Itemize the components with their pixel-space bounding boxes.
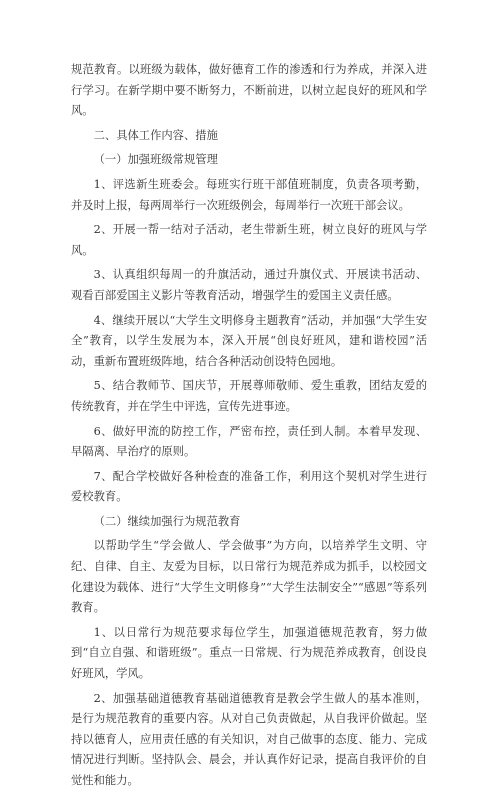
paragraph-intro-continuation: 规范教育。以班级为载体，做好德育工作的渗透和行为养成，并深入进行学习。在新学期中要不断努力，不断前进，以树立起良好的班风和学风。 (71, 63, 427, 118)
list-item-3: 3、认真组织每周一的升旗活动，通过升旗仪式、开展读书活动、观看百部爱国主义影片等教育活动，增强学生的爱国主义责任感。 (71, 268, 427, 302)
subsection-heading-2: （二）继续加强行为规范教育 (93, 514, 241, 528)
section-heading-2: 二、具体工作内容、措施 (93, 128, 218, 142)
list-item-b1: 1、以日常行为规范要求每位学生，加强道德规范教育，努力做到“自立自强、和谐班级”。重点一日常规、行为规范养成教育，创设良好班风，学风。 (71, 625, 427, 681)
list-item-b2: 2、加强基础道德教育基础道德教育是教会学生做人的基本准则，是行为规范教育的重要内容。从对自己负责做起，从自我评价做起。坚持以德育人，应用责任感的有关知识，对自己做事的态度、能力、完成情况进行判断。坚持队会、晨会，并认真作好记录，提高自我评价的自觉性和能力。 (71, 691, 427, 787)
list-item-7: 7、配合学校做好各种检查的准备工作，利用这个契机对学生进行爱校教育。 (71, 469, 427, 504)
list-item-2: 2、开展一帮一结对子活动，老生带新生班，树立良好的班风与学风。 (71, 223, 427, 257)
list-item-5: 5、结合教师节、国庆节，开展尊师敬师、爱生重教，团结友爱的传统教育，并在学生中评选，宣传先进事迹。 (71, 379, 427, 413)
subsection-heading-1: （一）加强班级常规管理 (93, 153, 218, 167)
list-item-4: 4、继续开展以“大学生文明修身主题教育”活动，并加强“大学生安全”教育，以学生发展为本，深入开展“创良好班风，建和谐校园”活动，重新布置班级阵地，结合各种活动创设特色园地。 (71, 313, 427, 368)
document-body (71, 60, 427, 792)
paragraph-behavior-intro: 以帮助学生“学会做人、学会做事”为方向，以培养学生文明、守纪、自律、自主、友爱为目标，以日常行为规范养成为抓手，以校园文化建设为载体、进行“大学生文明修身”“大学生法制安全”“感恩”等系列教育。 (71, 539, 427, 615)
list-item-6: 6、做好甲流的防控工作，严密布控，责任到人制。本着早发现、早隔离、早治疗的原则。 (71, 424, 427, 459)
list-item-1: 1、评选新生班委会。每班实行班干部值班制度，负责各项考勤，并及时上报，每两周举行一次班级例会，每周举行一次班干部会议。 (71, 177, 427, 212)
